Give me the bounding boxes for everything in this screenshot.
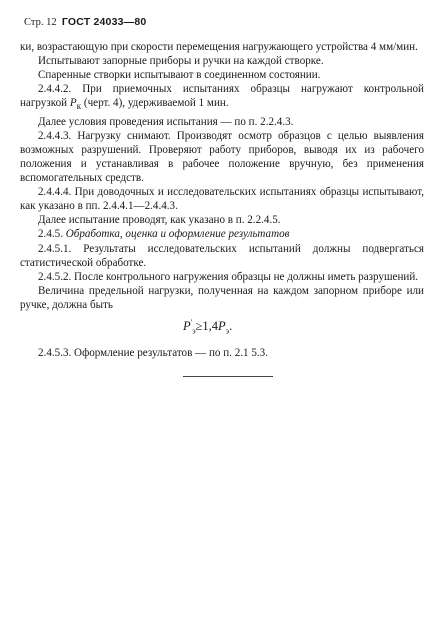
section-number: 2.4.5. <box>38 228 66 241</box>
section-title: Обработка, оценка и оформление результатов <box>65 228 290 241</box>
standard-number: ГОСТ 24033—80 <box>61 16 147 28</box>
section-end-rule <box>183 376 273 377</box>
formula-rhs-symbol: P <box>218 319 226 334</box>
section-heading-2-4-5 <box>20 227 424 241</box>
paragraph-2-4-4-3: 2.4.4.3. Нагрузку снимают. Производят осмотр образцов с целью выявления возможных разрушений. Проверяют работу приборов, выводя их из рабочего положения и устанавливая в рабочее положение вручную, без применения вспомогательных средств. <box>20 129 424 185</box>
load-subscript: к <box>76 102 82 113</box>
page-header <box>24 15 146 30</box>
formula-lhs-symbol: P <box>183 319 191 334</box>
paragraph: Испытывают запорные приборы и ручки на каждой створке. <box>38 55 324 68</box>
paragraph: Величина предельной нагрузки, полученная на каждом запорном приборе или ручке, должна быть <box>20 284 424 311</box>
formula-end: . <box>229 319 233 334</box>
formula <box>20 315 424 340</box>
paragraph-2-4-5-3: 2.4.5.3. Оформление результатов — по п. 2.1 5.3. <box>38 346 268 359</box>
paragraph: Спаренные створки испытывают в соединенном состоянии. <box>38 69 321 82</box>
paragraph-2-4-5-2: 2.4.5.2. После контрольного нагружения образцы не должны иметь разрушений. <box>38 270 419 283</box>
paragraph: Далее испытание проводят, как указано в п. 2.2.4.5. <box>38 214 281 227</box>
paragraph-text: (черт. 4), удерживаемой 1 мин. <box>81 97 229 110</box>
formula-rhs-subscript: э <box>225 326 230 336</box>
paragraph-continuation: ки, возрастающую при скорости перемещения нагружающего устройства 4 мм/мин. <box>20 41 418 53</box>
paragraph-2-4-4-4: 2.4.4.4. При доводочных и исследовательских испытаниях образцы испытывают, как указано в пп. 2.4.4.1—2.4.4.3. <box>20 186 424 213</box>
formula-lhs-subscript: э <box>192 326 196 336</box>
paragraph-2-4-5-1: 2.4.5.1. Результаты исследовательских испытаний должны подвергаться статистической обработке. <box>20 242 424 269</box>
formula-relation: ≥ <box>195 319 203 334</box>
formula-lhs-prime: ' <box>190 318 193 327</box>
load-symbol: P <box>69 97 77 110</box>
paragraph: Далее условия проведения испытания — по п. 2.2.4.3. <box>38 115 294 128</box>
paragraph-text: 2.4.4.2. При приемочных испытаниях образцы нагружают контрольной нагрузкой <box>20 83 424 110</box>
paragraph-2-4-4-2 <box>20 82 424 114</box>
formula-coefficient: 1,4 <box>202 319 219 334</box>
page-number-label: Стр. 12 <box>24 17 57 28</box>
document-body <box>20 40 424 360</box>
